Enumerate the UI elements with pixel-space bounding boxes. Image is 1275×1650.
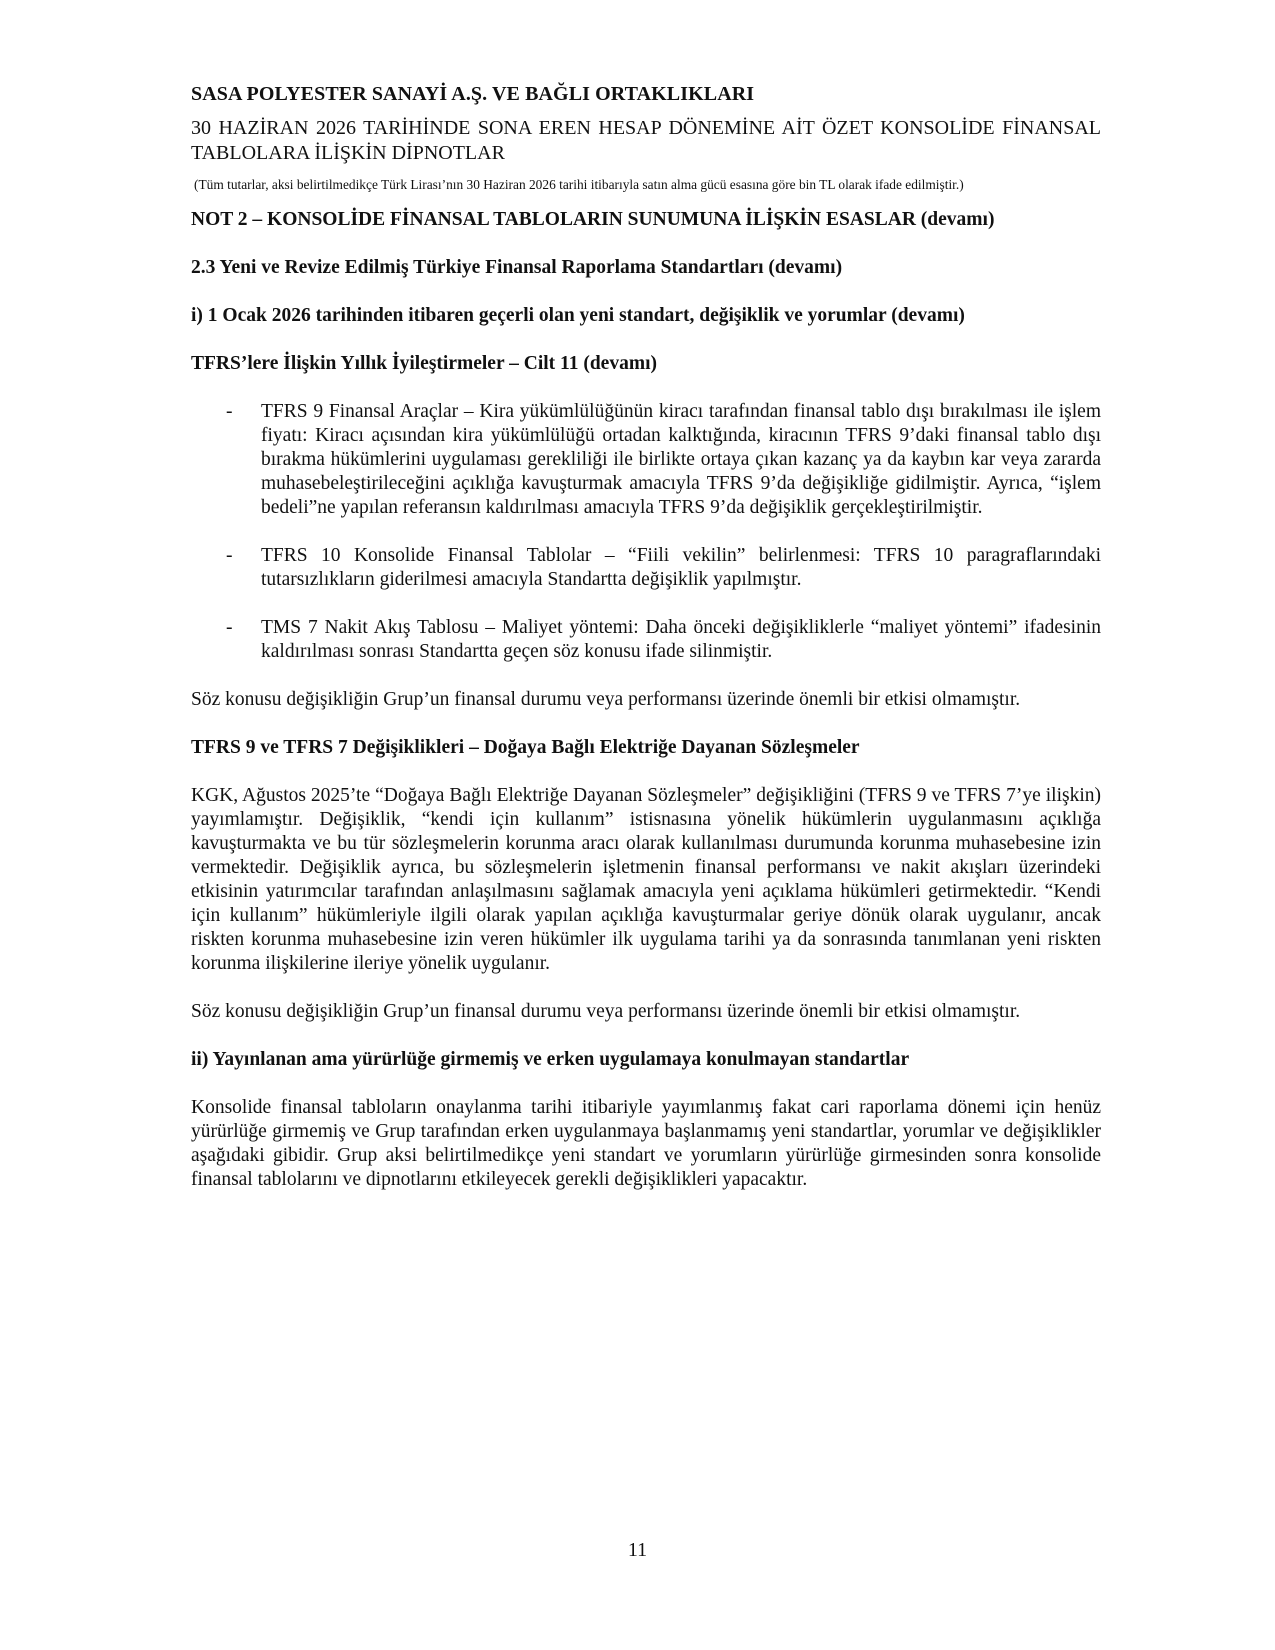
list-item [191,400,1101,520]
amendments-list [191,400,1101,664]
document-page [191,82,1101,1192]
tfrs-9-7-paragraph: KGK, Ağustos 2025’te “Doğaya Bağlı Elektriğe Dayanan Sözleşmeler” değişikliğini (TFRS 9 ve TFRS 7’ye ilişkin) yayımlamıştır. Değişiklik, “kendi için kullanım” istisnasına yönelik hükümlerin uygulanmasını açıklığa kavuşturmakta ve bu tür sözleşmelerin korunma aracı olarak kullanılması durumunda korunma muhasebesine izin vermektedir. Değişiklik ayrıca, bu sözleşmelerin işletmenin finansal performansı ve nakit akışları üzerindeki etkisinin yatırımcılar tarafından anlaşılmasını sağlamak amacıyla yeni açıklama hükümleri getirmektedir. “Kendi için kullanım” hükümleriyle ilgili olarak yapılan açıklığa kavuşturmalar geriye dönük olarak uygulanır, ancak riskten korunma muhasebesine izin veren hükümler ilk uygulama tarihi ya da sonrasında tanımlanan yeni riskten korunma ilişkilerine ileriye yönelik uygulanır. [191,785,1101,974]
currency-note: (Tüm tutarlar, aksi belirtilmedikçe Türk Lirası’nın 30 Haziran 2026 tarihi itibarıyla satın alma gücü esasına göre bin TL olarak ifade edilmiştir.) [194,177,964,192]
effect-paragraph-2: Söz konusu değişikliğin Grup’un finansal durumu veya performansı üzerinde önemli bir etkisi olmamıştır. [191,1001,1021,1022]
company-name: SASA POLYESTER SANAYİ A.Ş. VE BAĞLI ORTAKLIKLARI [191,83,755,105]
list-item-text: TFRS 10 Konsolide Finansal Tablolar – “Fiili vekilin” belirlenmesi: TFRS 10 paragraflarındaki tutarsızlıkların giderilmesi amacıyla Standartta değişiklik yapılmıştır. [261,545,1101,590]
list-item [191,544,1101,592]
list-item-text: TMS 7 Nakit Akış Tablosu – Maliyet yöntemi: Daha önceki değişikliklerle “maliyet yöntemi” ifadesinin kaldırılması sonrası Standartta geçen söz konusu ifade silinmiştir. [261,617,1101,662]
section-ii-paragraph: Konsolide finansal tabloların onaylanma tarihi itibariyle yayımlanmış fakat cari raporlama dönemi için henüz yürürlüğe girmemiş ve Grup tarafından erken uygulanmaya başlanmamış yeni standartlar, yorumlar ve değişiklikler aşağıdaki gibidir. Grup aksi belirtilmedikçe yeni standart ve yorumların yürürlüğe girmesinden sonra konsolide finansal tablolarını ve dipnotlarını etkileyecek gerekli değişiklikleri yapacaktır. [191,1097,1101,1190]
dash-bullet: - [226,545,233,566]
effect-paragraph-1: Söz konusu değişikliğin Grup’un finansal durumu veya performansı üzerinde önemli bir etkisi olmamıştır. [191,689,1021,710]
dash-bullet: - [226,401,233,422]
tfrs-annual-improvements-heading: TFRS’lere İlişkin Yıllık İyileştirmeler – Cilt 11 (devamı) [191,353,657,374]
dash-bullet: - [226,617,233,638]
list-item-text: TFRS 9 Finansal Araçlar – Kira yükümlülüğünün kiracı tarafından finansal tablo dışı bırakılması ile işlem fiyatı: Kiracı açısından kira yükümlülüğü ortadan kalktığında, kiracının TFRS 9’daki finansal tablo dışı bırakma hükümlerini uygulaması gerekliliği ile birlikte ortaya çıkan kazanç ya da kaybın kar veya zararda muhasebeleştirileceğini açıklığa kavuşturmak amacıyla TFRS 9’da değişikliğe gidilmiştir. Ayrıca, “işlem bedeli”ne yapılan referansın kaldırılması amacıyla TFRS 9’da değişiklik gerçekleştirilmiştir. [261,401,1101,518]
tfrs-9-7-heading: TFRS 9 ve TFRS 7 Değişiklikleri – Doğaya Bağlı Elektriğe Dayanan Sözleşmeler [191,737,860,758]
note-title: NOT 2 – KONSOLİDE FİNANSAL TABLOLARIN SUNUMUNA İLİŞKİN ESASLAR (devamı) [191,209,995,230]
section-i-heading: i) 1 Ocak 2026 tarihinden itibaren geçerli olan yeni standart, değişiklik ve yorumlar (devamı) [191,305,965,326]
section-2-3-heading: 2.3 Yeni ve Revize Edilmiş Türkiye Finansal Raporlama Standartları (devamı) [191,257,843,278]
section-ii-heading: ii) Yayınlanan ama yürürlüğe girmemiş ve erken uygulamaya konulmayan standartlar [191,1049,910,1070]
list-item [191,616,1101,664]
page-number: 11 [627,1539,648,1561]
document-subtitle: 30 HAZİRAN 2026 TARİHİNDE SONA EREN HESAP DÖNEMİNE AİT ÖZET KONSOLİDE FİNANSAL TABLOLARA İLİŞKİN DİPNOTLAR [191,117,1101,164]
